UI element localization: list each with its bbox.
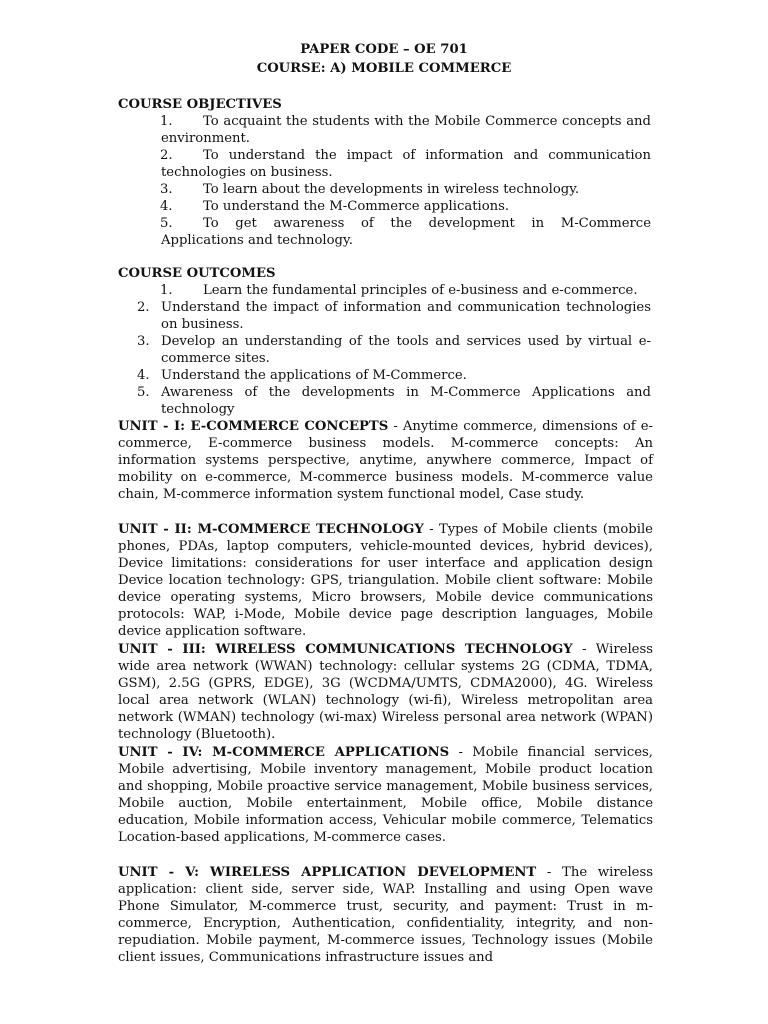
objective-text: To get awareness of the development in M-Commerce Applications and technology. — [161, 216, 651, 248]
objective-number: 4. — [160, 199, 173, 214]
objective-number: 2. — [160, 148, 173, 163]
objective-item — [118, 181, 651, 198]
unit-4-body: - Mobile financial services, Mobile advertising, Mobile inventory management, Mobile product location and shopping, Mobile proactive service management, Mobile business services, Mobile auction, Mobile entertainment, Mobile office, Mobile distance education, Mobile information access, Vehicular mobile commerce, Telematics Location-based applications, M-commerce cases. — [118, 745, 653, 845]
unit-2-title: UNIT - II: M-COMMERCE TECHNOLOGY — [118, 522, 424, 537]
objective-item — [118, 147, 651, 181]
objective-number: 3. — [160, 182, 173, 197]
unit-3-body: - Wireless wide area network (WWAN) technology: cellular systems 2G (CDMA, TDMA, GSM), 2.5G (GPRS, EDGE), 3G (WCDMA/UMTS, CDMA2000), 4G. Wireless local area network (WLAN) technology (wi-fi), Wireless metropolitan area network (WMAN) technology (wi-max) Wireless personal area network (WPAN) technology (Bluetooth). — [118, 642, 654, 742]
outcome-item — [118, 384, 651, 418]
objective-item — [118, 113, 651, 147]
outcome-number: 3. — [137, 334, 150, 349]
unit-1-body: - Anytime commerce, dimensions of e-commerce, E-commerce business models. M-commerce concepts: An information systems perspective, anytime, anywhere commerce, Impact of mobility on e-commerce, M-commerce business models. M-commerce value chain, M-commerce information system functional model, Case study. — [118, 419, 653, 502]
outcome-text: Learn the fundamental principles of e-business and e-commerce. — [203, 283, 638, 298]
outcome-item — [118, 333, 651, 367]
unit-4-title: UNIT - IV: M-COMMERCE APPLICATIONS — [118, 745, 450, 760]
unit-5-paragraph — [118, 864, 653, 966]
objectives-title: COURSE OBJECTIVES — [118, 97, 282, 112]
outcome-item — [118, 299, 651, 333]
paper-code-heading: PAPER CODE – OE 701 — [300, 42, 468, 57]
outcome-text: Develop an understanding of the tools and services used by virtual e-commerce sites. — [161, 334, 651, 366]
unit-3-paragraph — [118, 641, 653, 743]
objective-text: To understand the impact of information and communication technologies on business. — [161, 148, 651, 180]
outcome-number: 1. — [160, 283, 173, 298]
unit-1-paragraph — [118, 418, 653, 503]
outcomes-list — [118, 282, 651, 418]
unit-2-paragraph — [118, 521, 653, 640]
objective-text: To acquaint the students with the Mobile Commerce concepts and environment. — [161, 114, 651, 146]
outcome-number: 2. — [137, 300, 150, 315]
outcomes-title: COURSE OUTCOMES — [118, 266, 276, 281]
outcome-text: Awareness of the developments in M-Commerce Applications and technology — [161, 385, 651, 417]
objective-item — [118, 215, 651, 249]
objective-item — [118, 198, 651, 215]
objective-text: To learn about the developments in wireless technology. — [203, 182, 580, 197]
outcome-text: Understand the impact of information and communication technologies on business. — [161, 300, 651, 332]
objective-text: To understand the M-Commerce applications. — [203, 199, 510, 214]
objectives-list — [118, 113, 651, 249]
course-title-heading: COURSE: A) MOBILE COMMERCE — [256, 61, 512, 76]
objective-number: 1. — [160, 114, 173, 129]
unit-4-paragraph — [118, 744, 653, 846]
outcome-item — [118, 367, 651, 384]
outcome-number: 4. — [137, 368, 150, 383]
outcome-text: Understand the applications of M-Commerce. — [161, 368, 467, 383]
unit-3-title: UNIT - III: WIRELESS COMMUNICATIONS TECHNOLOGY — [118, 642, 573, 657]
unit-1-title: UNIT - I: E-COMMERCE CONCEPTS — [118, 419, 389, 434]
unit-5-title: UNIT - V: WIRELESS APPLICATION DEVELOPMENT — [118, 865, 537, 880]
outcome-number: 5. — [137, 385, 150, 400]
unit-2-body: - Types of Mobile clients (mobile phones, PDAs, laptop computers, vehicle-mounted devices, hybrid devices), Device limitations: considerations for user interface and application design Device location technology: GPS, triangulation. Mobile client software: Mobile device operating systems, Micro browsers, Mobile device communications protocols: WAP, i-Mode, Mobile device page description languages, Mobile device application software. — [118, 522, 653, 639]
outcome-item — [118, 282, 651, 299]
unit-5-body: - The wireless application: client side, server side, WAP. Installing and using Open wave Phone Simulator, M-commerce trust, security, and payment: Trust in m-commerce, Encryption, Authentication, confidentiality, integrity, and non-repudiation. Mobile payment, M-commerce issues, Technology issues (Mobile client issues, Communications infrastructure issues and — [118, 865, 654, 965]
objective-number: 5. — [160, 216, 173, 231]
